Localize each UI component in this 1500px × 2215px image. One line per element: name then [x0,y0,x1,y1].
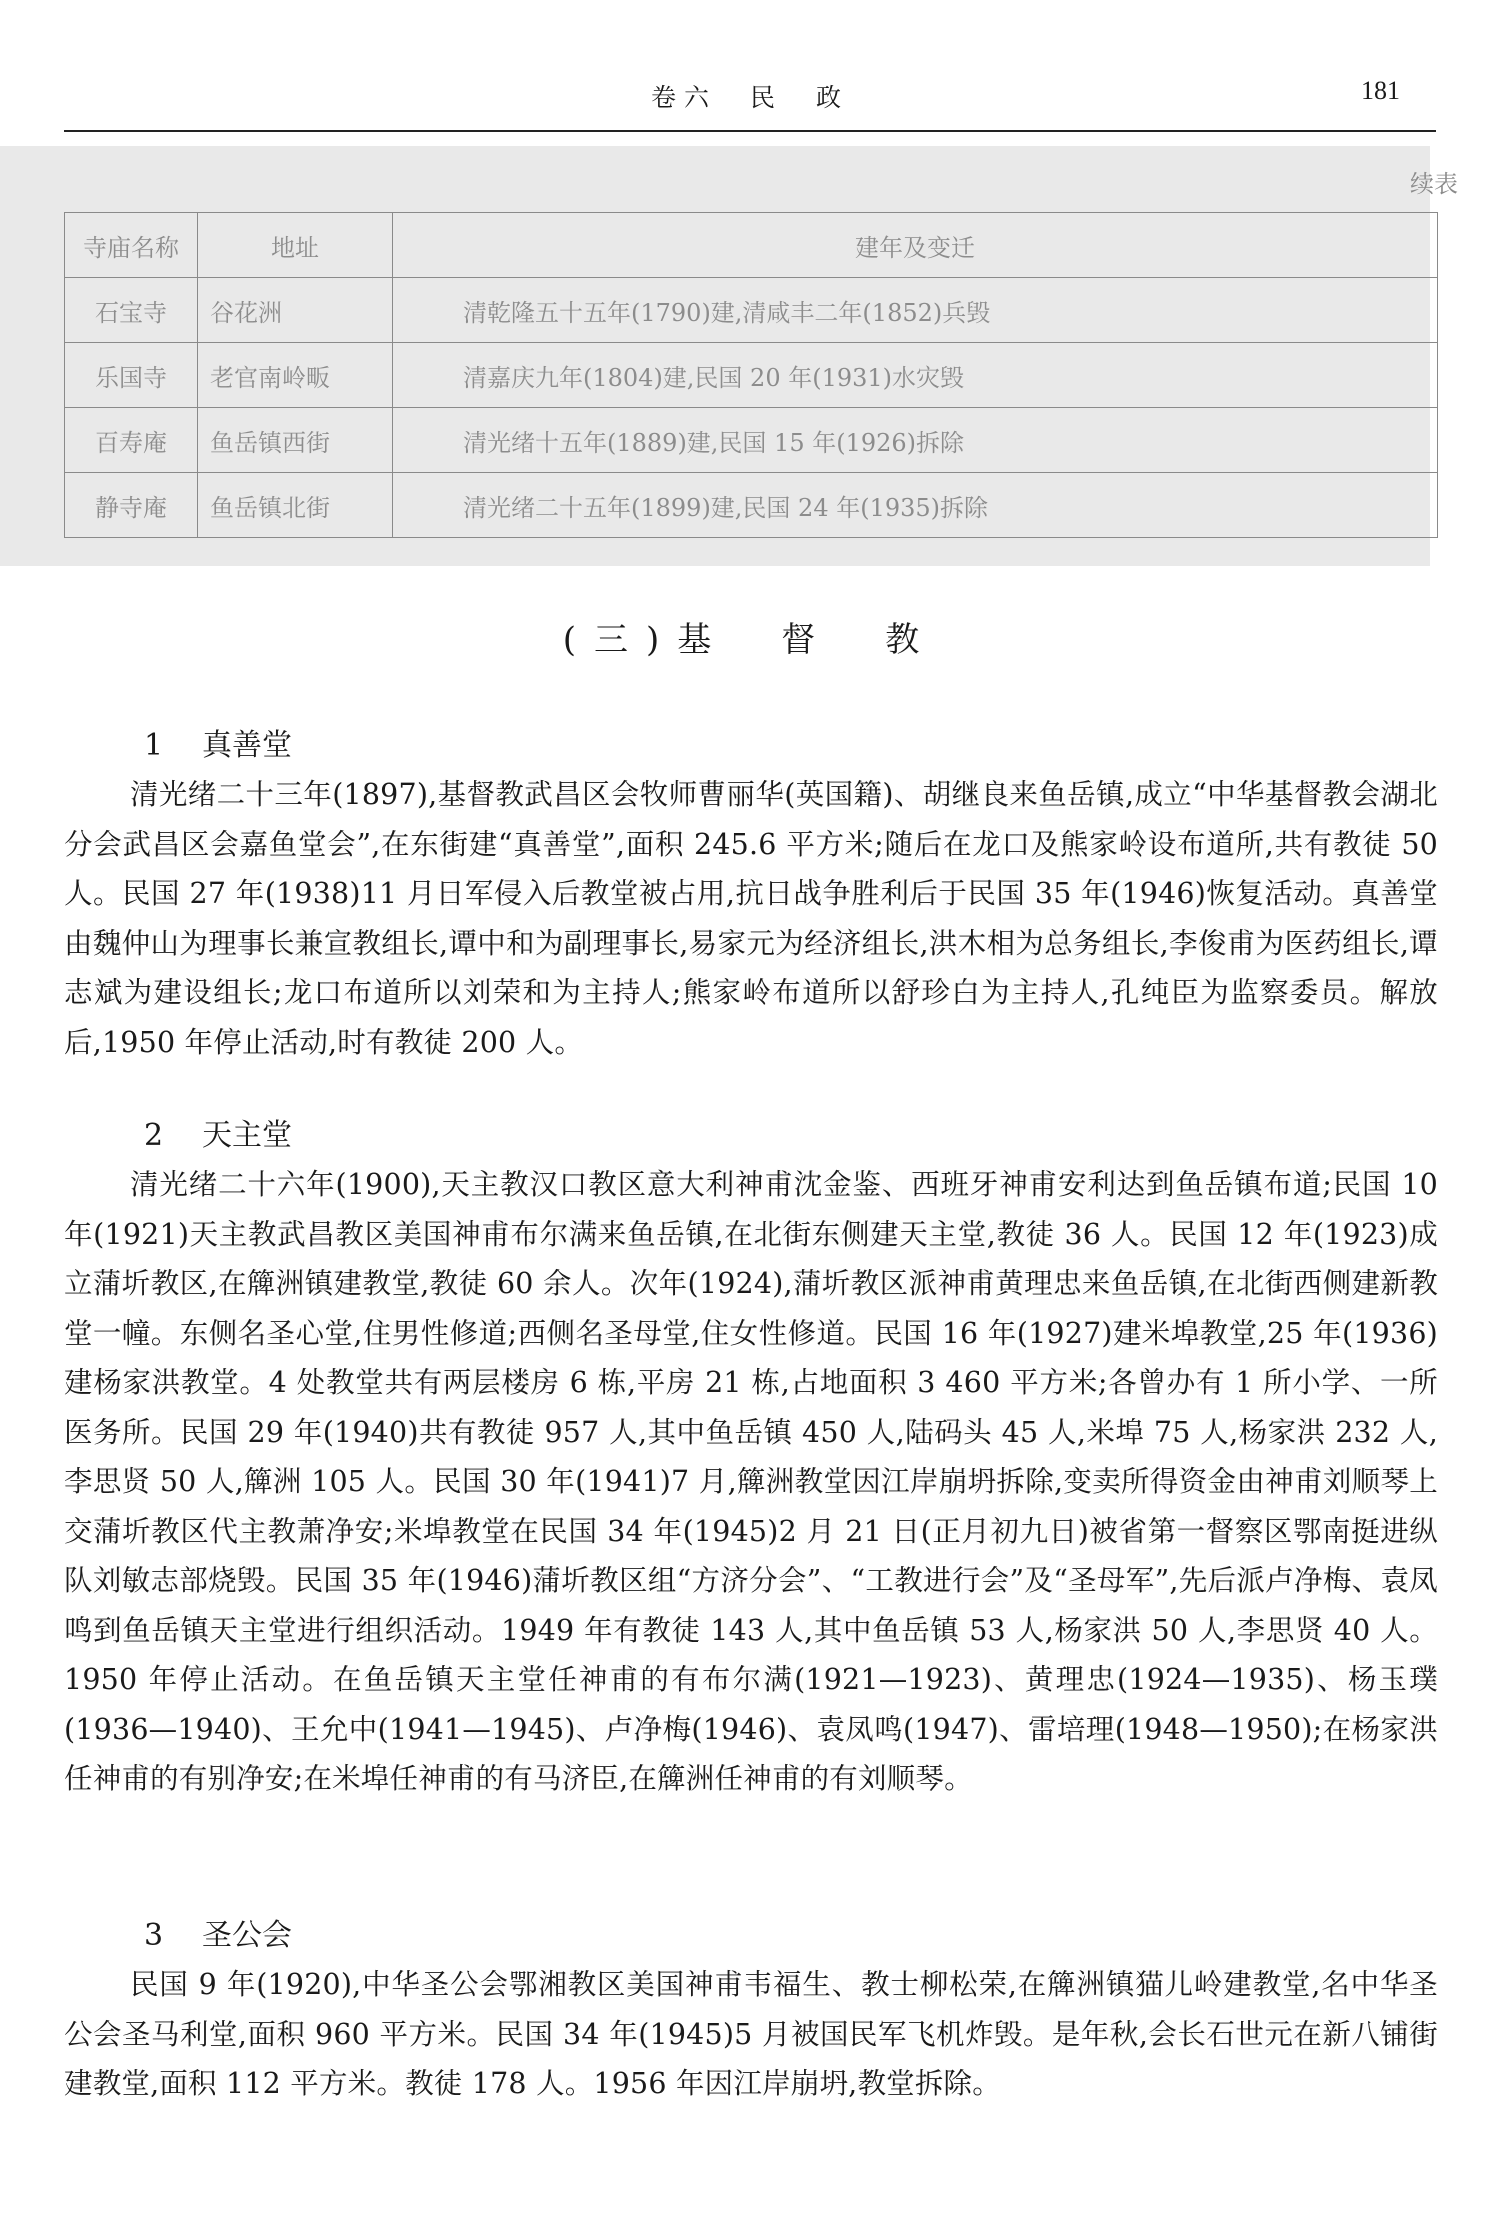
temples-table [64,212,1438,538]
temple-name-cell: 乐国寺 [65,343,198,408]
running-title: 卷六 民 政 [650,83,849,112]
table-continued-label: 续表 [1410,170,1458,198]
table-row [65,343,1438,408]
temple-name-cell: 百寿庵 [65,408,198,473]
subsection-number: 3 [144,1918,164,1953]
subsection-title: 天主堂 [202,1118,292,1153]
table-header-row [65,213,1438,278]
section-title: (三)基 督 教 [562,620,938,660]
subsection-heading [144,720,292,764]
address-cell: 谷花洲 [198,278,393,343]
address-cell: 鱼岳镇西街 [198,408,393,473]
column-header: 地址 [198,213,393,278]
paragraph: 清光绪二十三年(1897),基督教武昌区会牧师曹丽华(英国籍)、胡继良来鱼岳镇,成立“中华基督教会湖北分会武昌区会嘉鱼堂会”,在东街建“真善堂”,面积 245.6 平方米;随后在龙口及熊家岭设布道所,共有教徒 50 人。民国 27 年(1938)11 月日军侵入后教堂被占用,抗日战争胜利后于民国 35 年(1946)恢复活动。真善堂由魏仲山为理事长兼宣教组长,谭中和为副理事长,易家元为经济组长,洪木相为总务组长,李俊甫为医药组长,谭志斌为建设组长;龙口布道所以刘荣和为主持人;熊家岭布道所以舒珍白为主持人,孔纯臣为监察委员。解放后,1950 年停止活动,时有教徒 200 人。 [64,778,1438,1059]
table-row [65,473,1438,538]
history-cell: 清光绪十五年(1889)建,民国 15 年(1926)拆除 [393,408,1438,473]
temple-name-cell: 石宝寺 [65,278,198,343]
subsection-title: 圣公会 [202,1918,292,1953]
page-number: 181 [1361,76,1400,105]
column-header: 建年及变迁 [393,213,1438,278]
history-cell: 清乾隆五十五年(1790)建,清咸丰二年(1852)兵毁 [393,278,1438,343]
subsection-number: 1 [144,728,164,763]
subsection-title: 真善堂 [202,728,292,763]
subsection-heading [144,1910,292,1954]
history-cell: 清光绪二十五年(1899)建,民国 24 年(1935)拆除 [393,473,1438,538]
table-row [65,278,1438,343]
temple-name-cell: 静寺庵 [65,473,198,538]
history-cell: 清嘉庆九年(1804)建,民国 20 年(1931)水灾毁 [393,343,1438,408]
paragraph: 清光绪二十六年(1900),天主教汉口教区意大利神甫沈金鉴、西班牙神甫安利达到鱼岳镇布道;民国 10 年(1921)天主教武昌教区美国神甫布尔满来鱼岳镇,在北街东侧建天主堂,教徒 36 人。民国 12 年(1923)成立蒲圻教区,在簰洲镇建教堂,教徒 60 余人。次年(1924),蒲圻教区派神甫黄理忠来鱼岳镇,在北街西侧建新教堂一幢。东侧名圣心堂,住男性修道;西侧名圣母堂,住女性修道。民国 16 年(1927)建米埠教堂,25 年(1936)建杨家洪教堂。4 处教堂共有两层楼房 6 栋,平房 21 栋,占地面积 3 460 平方米;各曾办有 1 所小学、一所医务所。民国 29 年(1940)共有教徒 957 人,其中鱼岳镇 450 人,陆码头 45 人,米埠 75 人,杨家洪 232 人,李思贤 50 人,簰洲 105 人。民国 30 年(1941)7 月,簰洲教堂因江岸崩坍拆除,变卖所得资金由神甫刘顺琴上交蒲圻教区代主教萧净安;米埠教堂在民国 34 年(1945)2 月 21 日(正月初九日)被省第一督察区鄂南挺进纵队刘敏志部烧毁。民国 35 年(1946)蒲圻教区组“方济分会”、“工教进行会”及“圣母军”,先后派卢净梅、袁凤鸣到鱼岳镇天主堂进行组织活动。1949 年有教徒 143 人,其中鱼岳镇 53 人,杨家洪 50 人,李思贤 40 人。1950 年停止活动。在鱼岳镇天主堂任神甫的有布尔满(1921—1923)、黄理忠(1924—1935)、杨玉璞(1936—1940)、王允中(1941—1945)、卢净梅(1946)、袁凤鸣(1947)、雷培理(1948—1950);在杨家洪任神甫的有别净安;在米埠任神甫的有马济臣,在簰洲任神甫的有刘顺琴。 [64,1168,1438,1795]
column-header: 寺庙名称 [65,213,198,278]
table-row [65,408,1438,473]
subsection-number: 2 [144,1118,164,1153]
paragraph: 民国 9 年(1920),中华圣公会鄂湘教区美国神甫韦福生、教士柳松荣,在簰洲镇猫儿岭建教堂,名中华圣公会圣马利堂,面积 960 平方米。民国 34 年(1945)5 月被国民军飞机炸毁。是年秋,会长石世元在新八铺街建教堂,面积 112 平方米。教徒 178 人。1956 年因江岸崩坍,教堂拆除。 [64,1968,1438,2100]
address-cell: 鱼岳镇北街 [198,473,393,538]
address-cell: 老官南岭畈 [198,343,393,408]
subsection-heading [144,1110,292,1154]
page-header [64,70,1436,132]
